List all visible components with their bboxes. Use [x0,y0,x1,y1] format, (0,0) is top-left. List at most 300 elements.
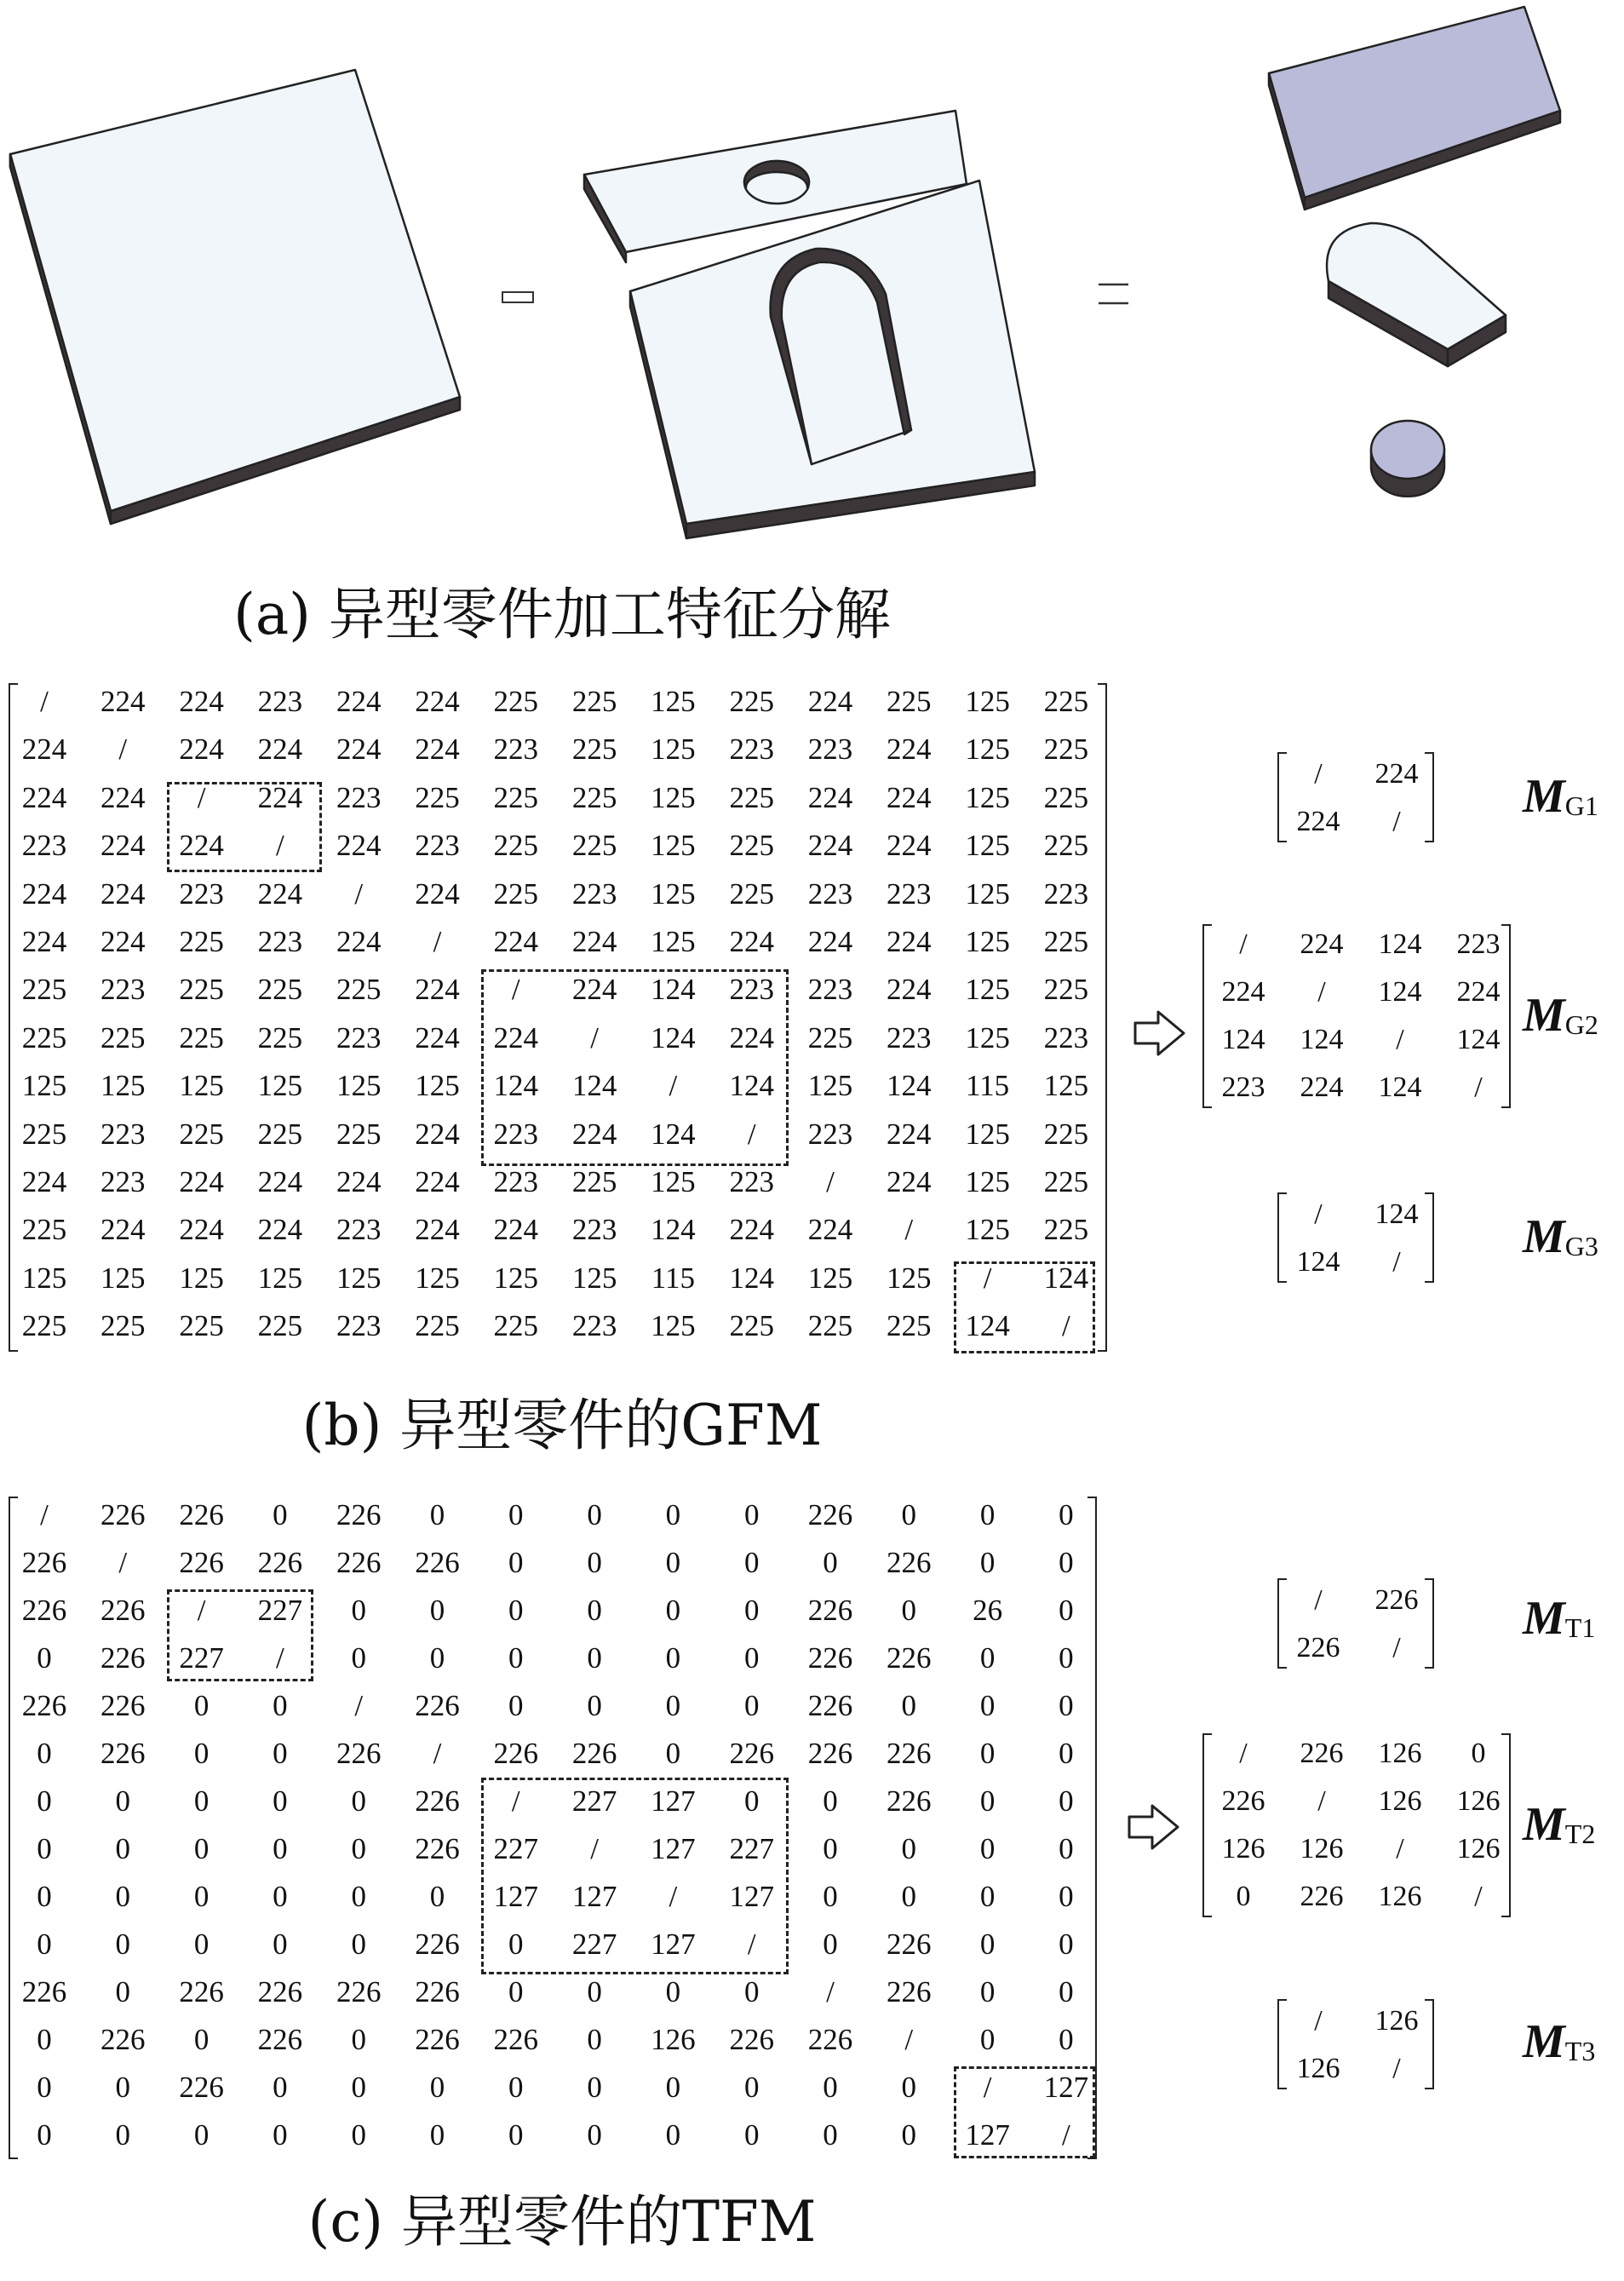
matrix-cell: 0 [901,1594,917,1627]
matrix-cell: 0 [273,1689,288,1722]
matrix-cell: 0 [979,1498,996,1531]
matrix-cell: 226 [336,1975,382,2008]
matrix-cell: 125 [651,685,696,718]
matrix-cell: 225 [415,780,460,814]
tfm-submatrix-t2 [1202,1733,1511,1917]
matrix-cell: 0 [587,1975,602,2008]
matrix-cell: 0 [979,1784,996,1818]
matrix-cell: 225 [1043,1165,1089,1198]
matrix-cell: 125 [965,973,1010,1007]
matrix-cell: 226 [179,2071,224,2104]
matrix-cell: 225 [571,780,617,814]
matrix-cell: 227 [571,1784,617,1818]
matrix-cell: 226 [336,1546,382,1579]
matrix-cell: 223 [493,1117,539,1151]
matrix-cell: 125 [100,1261,146,1295]
matrix-cell: / [669,1069,678,1103]
matrix-cell: 224 [807,780,853,814]
matrix-cell: 0 [37,1737,52,1770]
matrix-cell: 0 [665,1737,681,1770]
matrix-cell: 125 [257,1069,303,1103]
matrix-cell: / [983,1261,992,1295]
gfm-submatrix-g3 [1277,1192,1434,1283]
matrix-cell: 226 [336,1737,382,1770]
matrix-cell: / [1392,2053,1401,2084]
matrix-cell: 224 [336,733,382,767]
matrix-cell: 125 [965,876,1010,911]
matrix-cell: 225 [21,1213,67,1247]
matrix-cell: 127 [651,1784,696,1818]
matrix-cell: 226 [21,1546,67,1579]
matrix-cell: 225 [887,685,932,718]
matrix-cell: 0 [351,1880,366,1913]
matrix-cell: 0 [1059,1928,1074,1961]
matrix-cell: 0 [508,1689,524,1722]
matrix-cell: 0 [429,1880,445,1913]
matrix-cell: 225 [1043,780,1089,814]
matrix-cell: 125 [807,1261,853,1295]
matrix-cell: 125 [571,1261,617,1295]
matrix-cell: 223 [21,829,67,863]
matrix-cell: 223 [336,780,382,814]
matrix-cell: 0 [273,1498,288,1531]
matrix-cell: 0 [429,2118,445,2152]
matrix-cell: / [354,1689,364,1722]
matrix-cell: / [1239,1738,1248,1769]
matrix-cell: 223 [415,829,460,863]
matrix-cell: 0 [1059,1784,1074,1818]
matrix-cell: 224 [257,876,303,911]
matrix-cell: / [1396,1024,1404,1055]
matrix-cell: 125 [336,1261,382,1295]
matrix-cell: 0 [1059,1689,1074,1722]
matrix-cell: 0 [273,1784,288,1818]
matrix-cell: 224 [415,973,460,1007]
matrix-cell: 0 [979,1880,996,1913]
matrix-cell: 125 [965,1165,1010,1198]
matrix-cell: 124 [651,1213,696,1247]
matrix-cell: 223 [179,876,224,911]
matrix-cell: 225 [179,1020,224,1054]
matrix-cell: 226 [729,2023,774,2056]
matrix-cell: 0 [587,2118,602,2152]
matrix-cell: / [1317,1785,1326,1817]
matrix-cell: 0 [273,1737,288,1770]
matrix-cell: 124 [493,1069,539,1103]
matrix-cell: 226 [415,1832,460,1865]
matrix-cell: 226 [415,1689,460,1722]
tfm-block-t3-outline [954,2066,1095,2158]
matrix-cell: 0 [587,1641,602,1675]
matrix-cell: 125 [807,1069,853,1103]
matrix-cell: 225 [1043,1117,1089,1151]
matrix-cell: 0 [1471,1738,1486,1769]
matrix-cell: 224 [493,925,539,958]
matrix-cell: 0 [115,1975,131,2008]
matrix-cell: / [669,1880,678,1913]
matrix-cell: 125 [1043,1069,1089,1103]
matrix-cell: 0 [273,2071,288,2104]
matrix-cell: 125 [651,925,696,958]
matrix-cell: 0 [37,2071,52,2104]
matrix-cell: / [40,1498,49,1531]
matrix-cell: 226 [336,1498,382,1531]
matrix-cell: 224 [257,733,303,767]
matrix-cell: / [118,733,128,767]
matrix-cell: / [826,1165,835,1198]
matrix-cell: 124 [1374,1198,1419,1230]
matrix-cell: 124 [571,1069,617,1103]
matrix-cell: 0 [193,2023,209,2056]
matrix-cell: 0 [37,1641,52,1675]
matrix-cell: 126 [1300,1833,1344,1864]
matrix-cell: 227 [571,1928,617,1961]
matrix-cell: 226 [100,1737,146,1770]
matrix-cell: 26 [973,1594,1003,1627]
matrix-cell: 223 [1456,928,1501,960]
matrix-cell: 124 [1456,1024,1501,1055]
matrix-cell: / [904,2023,914,2056]
matrix-cell: 226 [21,1594,67,1627]
matrix-cell: 0 [429,1594,445,1627]
matrix-cell: 126 [1221,1833,1265,1864]
matrix-cell: 225 [21,1117,67,1151]
matrix-cell: 0 [1059,1498,1074,1531]
matrix-cell: 0 [115,1880,131,1913]
label-mt2: $M_{T2}$ [1523,1798,1596,1851]
matrix-cell: / [1474,1881,1483,1912]
matrix-cell: 226 [887,1546,932,1579]
matrix-cell: 124 [1378,976,1422,1008]
matrix-cell: 223 [100,973,146,1007]
matrix-cell: 224 [1296,806,1340,837]
matrix-cell: 224 [336,925,382,958]
matrix-cell: 224 [21,925,67,958]
label-mg2: $M_{G2}$ [1523,989,1598,1042]
matrix-cell: 0 [1059,1594,1074,1627]
matrix-cell: 224 [807,925,853,958]
matrix-cell: 0 [901,2118,917,2152]
matrix-cell: 0 [351,1594,366,1627]
matrix-cell: 125 [965,1213,1010,1247]
matrix-cell: 226 [257,2023,303,2056]
matrix-cell: 226 [415,1928,460,1961]
matrix-cell: 125 [415,1069,460,1103]
matrix-cell: 0 [1059,1737,1074,1770]
matrix-cell: 225 [807,1020,853,1054]
matrix-cell: 0 [901,1880,917,1913]
matrix-cell: 0 [508,1546,524,1579]
matrix-cell: 226 [807,1689,853,1722]
matrix-cell: 224 [100,829,146,863]
matrix-cell: 126 [1378,1738,1422,1769]
matrix-cell: 224 [415,685,460,718]
matrix-cell: 224 [1374,758,1419,790]
matrix-cell: 224 [179,829,224,863]
matrix-cell: / [511,973,520,1007]
matrix-cell: 125 [257,1261,303,1295]
matrix-cell: / [511,1784,520,1818]
matrix-cell: 226 [100,1498,146,1531]
matrix-cell: 0 [823,1928,838,1961]
matrix-cell: 224 [21,780,67,814]
label-mg3: $M_{G3}$ [1523,1210,1598,1263]
matrix-cell: 124 [965,1309,1010,1343]
matrix-cell: 0 [979,1832,996,1865]
matrix-cell: 225 [179,1309,224,1343]
matrix-cell: 0 [115,1832,131,1865]
matrix-cell: 226 [21,1689,67,1722]
matrix-cell: 0 [1059,1975,1074,2008]
matrix-cell: 226 [100,1641,146,1675]
matrix-cell: 224 [100,876,146,911]
matrix-cell: 125 [336,1069,382,1103]
matrix-cell: 224 [887,973,932,1007]
matrix-cell: 0 [351,1832,366,1865]
matrix-cell: 0 [587,1498,602,1531]
minus-symbol [502,292,533,302]
matrix-cell: 127 [493,1880,539,1913]
equals-symbol [1099,284,1128,303]
matrix-cell: 0 [901,1498,917,1531]
matrix-cell: 226 [415,1546,460,1579]
matrix-cell: 115 [965,1069,1010,1103]
matrix-cell: 125 [965,1117,1010,1151]
matrix-cell: 0 [37,2023,52,2056]
matrix-cell: 0 [587,1546,602,1579]
tfm-submatrix-t1 [1277,1578,1434,1669]
matrix-cell: 223 [336,1213,382,1247]
matrix-cell: 124 [1043,1261,1089,1295]
matrix-cell: / [197,780,206,814]
matrix-cell: 223 [729,973,774,1007]
matrix-cell: 225 [336,973,382,1007]
matrix-cell: 223 [729,733,774,767]
matrix-cell: 225 [571,829,617,863]
matrix-cell: 125 [100,1069,146,1103]
matrix-cell: 0 [351,1784,366,1818]
matrix-cell: 0 [37,1784,52,1818]
matrix-cell: 0 [37,1832,52,1865]
matrix-cell: 226 [571,1737,617,1770]
feature-decomposition-illustration [0,0,1624,554]
matrix-cell: 0 [743,1975,760,2008]
matrix-cell: 225 [1043,1213,1089,1247]
matrix-cell: 225 [179,1117,224,1151]
matrix-cell: 226 [887,1975,932,2008]
matrix-cell: 127 [651,1832,696,1865]
matrix-cell: 0 [587,1594,602,1627]
matrix-cell: 0 [429,1641,445,1675]
matrix-cell: 224 [415,733,460,767]
matrix-cell: 0 [743,1641,760,1675]
matrix-cell: 0 [1236,1881,1251,1912]
matrix-cell: 223 [571,876,617,911]
matrix-cell: 124 [1378,1072,1422,1103]
matrix-cell: 224 [100,685,146,718]
matrix-cell: 125 [493,1261,539,1295]
cylinder-feature [1371,421,1444,497]
matrix-cell: / [904,1213,914,1247]
matrix-cell: 227 [257,1594,303,1627]
matrix-cell: 226 [100,1689,146,1722]
matrix-cell: 0 [351,1928,366,1961]
matrix-cell: 0 [1059,1641,1074,1675]
matrix-cell: 0 [979,1975,996,2008]
matrix-cell: 226 [807,1594,853,1627]
matrix-cell: 226 [729,1737,774,1770]
matrix-cell: / [1239,928,1248,960]
matrix-cell: / [1317,976,1326,1008]
matrix-cell: 223 [1043,876,1089,911]
matrix-cell: 125 [21,1069,67,1103]
matrix-cell: 224 [571,1117,617,1151]
matrix-cell: / [1392,1246,1401,1278]
matrix-cell: 224 [21,1165,67,1198]
matrix-cell: 125 [965,829,1010,863]
matrix-cell: / [354,876,364,911]
matrix-cell: 224 [336,829,382,863]
matrix-cell: 0 [665,2071,681,2104]
matrix-cell: 224 [100,780,146,814]
matrix-cell: 125 [965,1020,1010,1054]
matrix-cell: 226 [1221,1785,1265,1817]
matrix-cell: 224 [887,1117,932,1151]
matrix-cell: 223 [571,1309,617,1343]
matrix-cell: 0 [587,1689,602,1722]
u-slot-feature [1327,223,1506,366]
matrix-cell: 224 [179,1165,224,1198]
matrix-cell: 0 [193,1784,209,1818]
matrix-cell: / [747,1117,756,1151]
matrix-cell: 224 [887,1165,932,1198]
matrix-cell: 227 [179,1641,224,1675]
matrix-cell: 0 [508,2071,524,2104]
matrix-cell: 126 [1456,1833,1501,1864]
matrix-cell: 223 [336,1020,382,1054]
matrix-cell: 226 [887,1784,932,1818]
matrix-cell: 224 [415,1213,460,1247]
matrix-cell: 226 [415,2023,460,2056]
matrix-cell: 224 [1300,928,1344,960]
matrix-cell: 125 [965,685,1010,718]
matrix-cell: 0 [37,1928,52,1961]
matrix-cell: 0 [665,1975,681,2008]
matrix-cell: 224 [257,1213,303,1247]
matrix-cell: 223 [729,1165,774,1198]
matrix-cell: 127 [965,2118,1010,2152]
matrix-cell: 0 [115,2071,131,2104]
matrix-cell: 126 [1378,1881,1422,1912]
matrix-cell: 225 [257,1309,303,1343]
decomposition-arrow-icon [1133,1009,1187,1057]
matrix-cell: 224 [1300,1072,1344,1103]
matrix-cell: 225 [493,876,539,911]
matrix-cell: 0 [273,2118,288,2152]
matrix-cell: 0 [901,2071,917,2104]
matrix-cell: 226 [887,1641,932,1675]
matrix-cell: 226 [100,2023,146,2056]
matrix-cell: 0 [429,1498,445,1531]
matrix-cell: 225 [179,925,224,958]
matrix-cell: 0 [979,1689,996,1722]
matrix-cell: 226 [807,1737,853,1770]
matrix-cell: 226 [1300,1881,1344,1912]
matrix-cell: 0 [508,1975,524,2008]
matrix-cell: 0 [1059,1880,1074,1913]
matrix-cell: / [1474,1072,1483,1103]
matrix-cell: 126 [651,2023,696,2056]
matrix-cell: 225 [1043,925,1089,958]
matrix-cell: 0 [743,1594,760,1627]
matrix-cell: 226 [415,1784,460,1818]
matrix-cell: 226 [1300,1738,1344,1769]
matrix-cell: 126 [1296,2053,1340,2084]
matrix-cell: 125 [651,780,696,814]
matrix-cell: 125 [965,780,1010,814]
matrix-cell: 225 [493,1309,539,1343]
matrix-cell: 224 [807,829,853,863]
matrix-cell: 0 [429,2071,445,2104]
matrix-cell: 0 [37,2118,52,2152]
matrix-cell: 223 [100,1165,146,1198]
matrix-cell: 224 [1456,976,1501,1008]
matrix-cell: 224 [807,685,853,718]
matrix-cell: 0 [193,1737,209,1770]
matrix-cell: 126 [1374,2005,1419,2037]
matrix-cell: 224 [336,685,382,718]
matrix-cell: 224 [21,733,67,767]
matrix-cell: 0 [665,1689,681,1722]
matrix-cell: / [433,925,442,958]
matrix-cell: 223 [257,685,303,718]
matrix-cell: 223 [807,973,853,1007]
matrix-cell: 225 [1043,733,1089,767]
matrix-cell: 0 [1059,1832,1074,1865]
matrix-cell: 124 [651,1020,696,1054]
matrix-cell: 0 [508,1928,524,1961]
matrix-cell: 224 [1221,976,1265,1008]
matrix-cell: 126 [1378,1785,1422,1817]
tfm-block-t2-outline [481,1778,789,1974]
matrix-cell: 224 [179,685,224,718]
matrix-cell: 0 [743,1498,760,1531]
matrix-cell: 225 [729,829,774,863]
matrix-cell: / [1314,2005,1323,2037]
matrix-cell: 225 [1043,829,1089,863]
matrix-cell: 223 [493,733,539,767]
matrix-cell: 0 [743,2071,760,2104]
matrix-cell: 223 [1221,1072,1265,1103]
matrix-cell: 223 [336,1309,382,1343]
matrix-cell: 124 [887,1069,932,1103]
matrix-cell: 0 [823,2118,838,2152]
matrix-cell: 223 [100,1117,146,1151]
matrix-cell: / [590,1020,599,1054]
matrix-cell: / [1314,1198,1323,1230]
matrix-cell: 0 [193,2118,209,2152]
matrix-cell: 224 [415,1165,460,1198]
matrix-cell: 224 [21,876,67,911]
matrix-cell: 224 [415,876,460,911]
matrix-cell: 224 [179,1213,224,1247]
matrix-cell: 225 [415,1309,460,1343]
caption-b: (b) 异型零件的GFM [301,1393,823,1458]
matrix-cell: 224 [336,1165,382,1198]
matrix-cell: 223 [257,925,303,958]
matrix-cell: 0 [665,2118,681,2152]
matrix-cell: 227 [493,1832,539,1865]
